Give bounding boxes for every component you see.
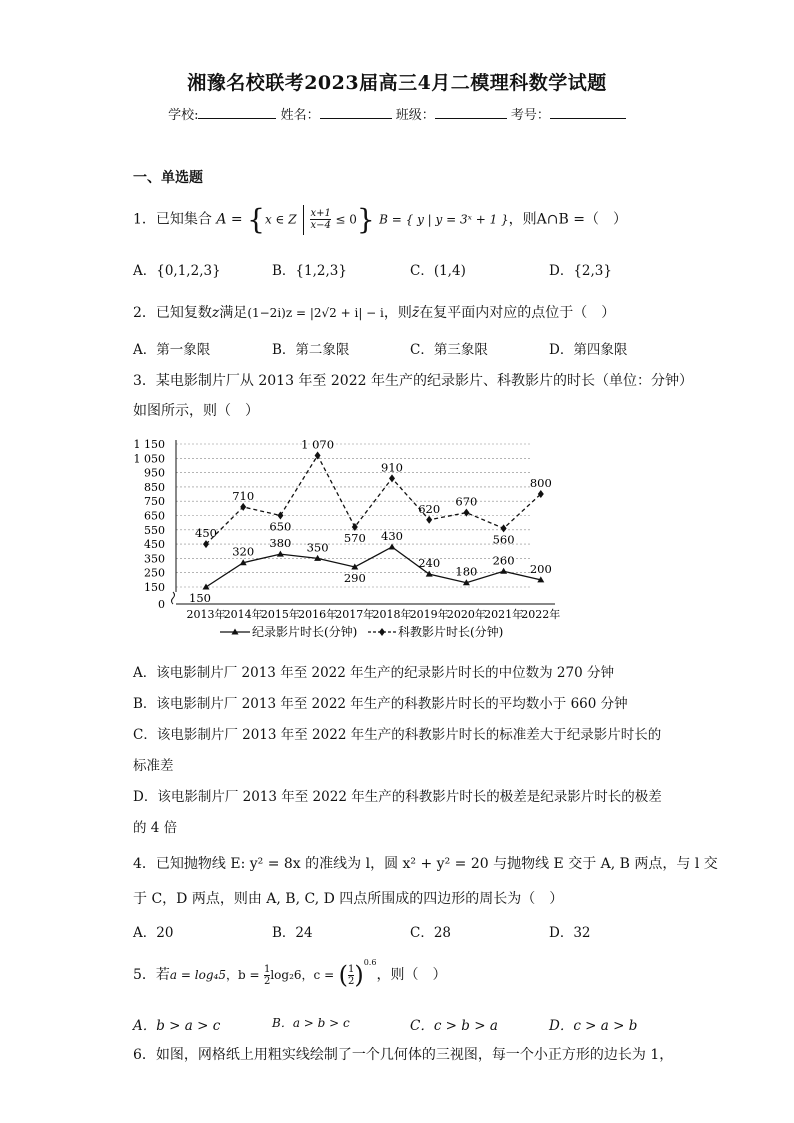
q5-paren-right: ) — [354, 961, 364, 989]
science-data-label: 560 — [492, 532, 515, 547]
line-chart — [130, 432, 570, 642]
student-info-fields — [0, 104, 794, 123]
q4-option-b[interactable]: B．24 — [272, 925, 313, 941]
name-label: 姓名： — [280, 108, 320, 123]
q5-option-a[interactable]: A．b > a > c — [133, 1018, 221, 1034]
class-label: 班级： — [395, 108, 435, 123]
q1-seta-rel: ≤ 0 — [335, 212, 357, 227]
science-data-label: 670 — [455, 494, 478, 509]
q1-set-bar — [303, 205, 304, 235]
q2-option-d[interactable]: D．第四象限 — [549, 342, 628, 358]
y-tick-label: 0 — [158, 598, 165, 611]
documentary-data-label: 430 — [381, 528, 403, 543]
science-marker — [501, 524, 507, 532]
series-lines — [206, 455, 541, 587]
legend-documentary-label: 纪录影片时长(分钟) — [252, 625, 358, 639]
q4-text-line2: 于 C，D 两点，则由 A, B, C, D 四点所围成的四边形的周长为（ ） — [133, 891, 564, 907]
q5-c-exponent: 0.6 — [363, 958, 377, 967]
q1-option-b[interactable]: B．{1,2,3} — [272, 263, 347, 279]
documentary-data-label: 240 — [418, 556, 441, 571]
x-tick-label: 2020年 — [446, 608, 486, 621]
q2-var-zbar: z̄ — [411, 305, 420, 321]
x-tick-label: 2019年 — [409, 608, 449, 621]
q5-lead: 5．若 — [133, 967, 170, 983]
q5-c-prefix: ，c = — [301, 968, 335, 982]
q3-option-a[interactable]: A．该电影制片厂 2013 年至 2022 年生产的纪录影片时长的中位数为 270 分钟 — [133, 665, 614, 681]
q4-option-a[interactable]: A．20 — [133, 925, 174, 941]
q2-text-d: ，则 — [383, 305, 412, 321]
science-data-label: 620 — [418, 501, 441, 516]
q2-var-z: z — [211, 305, 220, 321]
science-data-label: 910 — [381, 460, 403, 475]
q2-option-b[interactable]: B．第二象限 — [272, 342, 350, 358]
y-tick-label: 350 — [144, 552, 165, 566]
q1-option-a[interactable]: A．{0,1,2,3} — [133, 263, 221, 279]
q2-text-f: 在复平面内对应的点位于（ ） — [419, 305, 616, 321]
q1-seta-prefix: A = — [216, 211, 248, 228]
y-tick-label: 1 150 — [133, 438, 165, 451]
science-marker — [389, 474, 395, 482]
documentary-data-label: 180 — [455, 564, 478, 579]
q5-b-prefix: ，b = — [225, 968, 260, 982]
q5-c-num: 1 — [347, 963, 355, 975]
q5-b-num: 1 — [263, 963, 271, 975]
school-label: 学校: — [168, 108, 199, 123]
science-data-label: 1 070 — [301, 437, 335, 452]
x-axis-ticks — [187, 607, 561, 621]
documentary-marker — [203, 584, 210, 590]
science-data-label: 710 — [232, 488, 255, 503]
q1-lead: 1．已知集合 — [133, 211, 212, 228]
name-blank[interactable] — [320, 106, 392, 119]
q4-option-d[interactable]: D．32 — [549, 925, 591, 941]
q3-option-d-cont: 的 4 倍 — [133, 820, 178, 836]
chart-legend — [220, 624, 503, 639]
q1-fraction — [310, 208, 330, 231]
q2-option-c[interactable]: C．第三象限 — [410, 342, 488, 358]
q1-tail: ，则A∩B =（ ） — [508, 211, 627, 228]
axis-break — [172, 592, 175, 604]
q5-option-b[interactable]: B．a > b > c — [272, 1016, 350, 1030]
q3-option-b[interactable]: B．该电影制片厂 2013 年至 2022 年生产的科教影片时长的平均数小于 660 分钟 — [133, 696, 628, 712]
q4-text-line1: 4．已知抛物线 E: y² = 8x 的准线为 l，圆 x² + y² = 20 与抛物线 E 交于 A, B 两点，与 l 交 — [133, 856, 718, 872]
q5-tail: ，则（ ） — [376, 967, 447, 983]
documentary-data-label: 350 — [306, 540, 329, 555]
exam-number-blank[interactable] — [550, 106, 626, 119]
x-tick-label: 2018年 — [372, 608, 412, 621]
y-tick-label: 650 — [144, 509, 165, 523]
q3-text-line2: 如图所示，则（ ） — [133, 403, 259, 419]
x-tick-label: 2016年 — [298, 608, 338, 621]
documentary-data-label: 150 — [189, 591, 211, 605]
q2-option-a[interactable]: A．第一象限 — [133, 342, 211, 358]
q5-c-den: 2 — [347, 975, 355, 987]
x-tick-label: 2013年 — [186, 608, 226, 621]
question-1 — [133, 203, 627, 236]
q1-seta-var: x ∈ Z — [264, 212, 297, 227]
q5-option-d[interactable]: D．c > a > b — [549, 1018, 638, 1034]
page-title: 湘豫名校联考2023届高三4月二模理科数学试题 — [187, 72, 607, 94]
q1-frac-num: x+1 — [310, 208, 331, 219]
school-blank[interactable] — [198, 106, 276, 119]
y-axis-ticks — [134, 438, 166, 611]
x-tick-label: 2017年 — [335, 608, 375, 621]
data-markers — [203, 451, 545, 589]
science-data-label: 650 — [269, 519, 292, 534]
documentary-data-label: 200 — [529, 561, 552, 576]
y-tick-label: 1 050 — [133, 452, 165, 466]
question-5 — [133, 958, 446, 989]
science-marker — [426, 516, 432, 524]
q2-expression: (1−2i)z = |2√2 + i| − i — [247, 306, 384, 320]
q5-option-c[interactable]: C．c > b > a — [410, 1018, 498, 1034]
q3-option-c[interactable]: C．该电影制片厂 2013 年至 2022 年生产的科教影片时长的标准差大于纪录影片时长的 — [133, 727, 662, 743]
q1-brace-right: } — [356, 203, 375, 236]
section-heading: 一、单选题 — [133, 170, 203, 186]
q3-option-c-cont: 标准差 — [133, 758, 174, 774]
q5-b-den: 2 — [263, 975, 271, 987]
data-labels — [189, 437, 552, 605]
x-tick-label: 2021年 — [484, 608, 524, 621]
q5-b-log: log₂6 — [270, 968, 302, 982]
q1-option-d[interactable]: D．{2,3} — [549, 263, 612, 279]
science-data-label: 570 — [343, 530, 366, 545]
q1-frac-den: x−4 — [310, 220, 331, 231]
documentary-marker — [277, 551, 284, 557]
x-tick-label: 2014年 — [223, 608, 263, 621]
y-tick-label: 550 — [144, 523, 165, 537]
q2-text-a: 2．已知复数 — [133, 305, 212, 321]
q1-brace-left: { — [247, 203, 265, 236]
documentary-data-label: 260 — [492, 553, 515, 568]
question-2 — [133, 302, 615, 322]
documentary-line — [206, 544, 541, 587]
q5-paren-left: ( — [338, 961, 348, 989]
science-data-label: 450 — [195, 526, 217, 541]
x-tick-label: 2015年 — [260, 608, 300, 621]
q3-option-d[interactable]: D．该电影制片厂 2013 年至 2022 年生产的科教影片时长的极差是纪录影片时长的极差 — [133, 789, 662, 805]
exam-number-label: 考号： — [510, 108, 550, 123]
y-tick-label: 150 — [144, 581, 165, 594]
q6-text: 6．如图，网格纸上用粗实线绘制了一个几何体的三视图，每一个小正方形的边长为 1， — [133, 1047, 674, 1063]
q5-a-expr: a = log₄5 — [169, 968, 226, 982]
q2-text-c: 满足 — [219, 305, 248, 321]
documentary-marker — [500, 568, 507, 574]
q4-option-c[interactable]: C．28 — [410, 925, 452, 941]
y-tick-label: 750 — [144, 495, 165, 509]
q1-setb: B = { y | y = 3ˣ + 1 } — [379, 212, 509, 227]
y-tick-label: 250 — [144, 566, 165, 580]
x-tick-label: 2022年 — [521, 608, 561, 621]
q3-text-line1: 3．某电影制片厂从 2013 年至 2022 年生产的纪录影片、科教影片的时长（单位：分钟） — [133, 373, 693, 389]
y-tick-label: 850 — [144, 480, 165, 494]
y-tick-label: 950 — [144, 466, 165, 480]
documentary-data-label: 380 — [269, 536, 292, 551]
science-line — [206, 455, 541, 547]
q1-option-c[interactable]: C．(1,4) — [410, 263, 466, 279]
documentary-data-label: 320 — [232, 544, 255, 559]
documentary-marker — [426, 571, 433, 577]
class-blank[interactable] — [435, 106, 507, 119]
science-data-label: 800 — [529, 476, 552, 491]
y-tick-label: 450 — [144, 538, 165, 552]
legend-science-marker — [379, 628, 385, 636]
legend-science-label: 科教影片时长(分钟) — [398, 625, 504, 639]
documentary-data-label: 290 — [343, 570, 366, 585]
